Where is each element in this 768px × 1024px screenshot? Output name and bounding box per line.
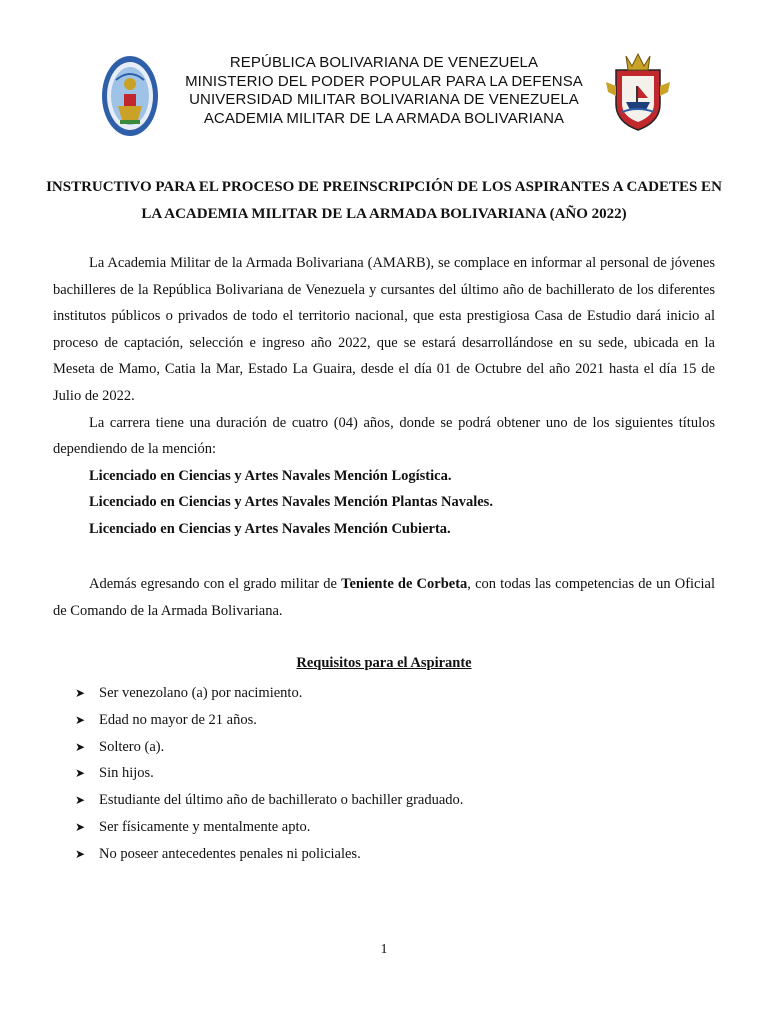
list-item: [75, 707, 715, 734]
arrow-bullet-icon: ➤: [75, 793, 86, 808]
degree-cubierta: Licenciado en Ciencias y Artes Navales Mención Cubierta.: [89, 520, 451, 537]
requirement-text: No poseer antecedentes penales ni policiales.: [99, 845, 361, 862]
requirement-text: Ser venezolano (a) por nacimiento.: [99, 685, 303, 701]
requirements-title: Requisitos para el Aspirante: [296, 655, 472, 671]
institution-header: [0, 54, 768, 128]
document-title: INSTRUCTIVO PARA EL PROCESO DE PREINSCRIPCIÓN DE LOS ASPIRANTES A CADETES EN LA ACADEMIA MILITAR DE LA ARMADA BOLIVARIANA (AÑO 2022): [46, 179, 722, 222]
degree-logistica: Licenciado en Ciencias y Artes Navales Mención Logística.: [89, 467, 452, 484]
list-item: [75, 680, 715, 707]
requirement-text: Estudiante del último año de bachillerato o bachiller graduado.: [99, 792, 464, 809]
list-item: [75, 760, 715, 787]
header-line-academy: ACADEMIA MILITAR DE LA ARMADA BOLIVARIANA: [203, 109, 565, 127]
requirement-text: Edad no mayor de 21 años.: [99, 711, 257, 728]
arrow-bullet-icon: ➤: [75, 686, 86, 700]
header-line-ministry: MINISTERIO DEL PODER POPULAR PARA LA DEFENSA: [185, 72, 583, 90]
degree-plantas-navales: Licenciado en Ciencias y Artes Navales Mención Plantas Navales.: [89, 494, 493, 511]
header-line-university: UNIVERSIDAD MILITAR BOLIVARIANA DE VENEZUELA: [189, 91, 579, 108]
list-item: [75, 734, 715, 761]
list-item: [75, 841, 715, 868]
arrow-bullet-icon: ➤: [75, 846, 86, 861]
graduation-text-before: Además egresando con el grado militar de: [89, 576, 342, 592]
career-paragraph: La carrera tiene una duración de cuatro (04) años, donde se podrá obtener uno de los siguientes títulos dependiendo de la mención:: [53, 414, 715, 458]
requirement-text: Sin hijos.: [99, 765, 154, 782]
graduation-paragraph: [53, 571, 715, 624]
header-line-republic: REPÚBLICA BOLIVARIANA DE VENEZUELA: [229, 54, 539, 71]
arrow-bullet-icon: ➤: [75, 712, 86, 727]
requirement-text: Soltero (a).: [99, 738, 165, 755]
arrow-bullet-icon: ➤: [75, 739, 86, 754]
requirement-text: Ser físicamente y mentalmente apto.: [99, 818, 311, 835]
requirements-list: [75, 680, 715, 868]
list-item: [75, 814, 715, 841]
arrow-bullet-icon: ➤: [75, 819, 86, 834]
graduation-text-after: , con todas las competencias de un Oficial de Comando de la Armada Bolivariana.: [53, 576, 715, 619]
page-number: 1: [380, 942, 388, 957]
intro-paragraph: La Academia Militar de la Armada Bolivariana (AMARB), se complace en informar al personal de jóvenes bachilleres de la República Bolivariana de Venezuela y cursantes del último año de bachillerato de los diferentes institutos públicos o privados de todo el territorio nacional, que esta prestigiosa Casa de Estudio dará inicio al proceso de captación, selección e ingreso año 2022, que se estará desarrollándose en su sede, ubicada en la Meseta de Mamo, Catia la Mar, Estado La Guaira, desde el día 01 de Octubre del año 2021 hasta el día 15 de Julio de 2022.: [53, 255, 715, 404]
document-body: [53, 250, 715, 543]
graduation-rank: Teniente de Corbeta: [341, 576, 468, 592]
arrow-bullet-icon: ➤: [75, 766, 86, 781]
list-item: [75, 787, 715, 814]
